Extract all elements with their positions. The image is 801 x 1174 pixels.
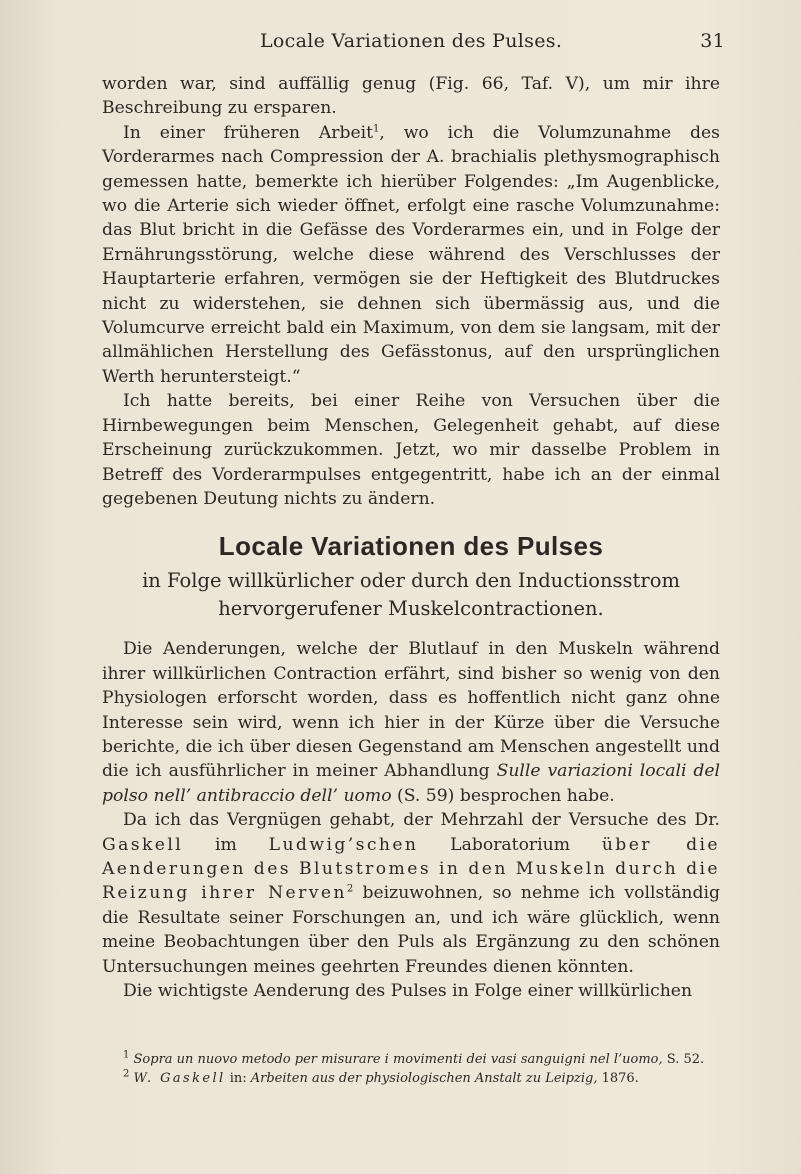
text-run: (S. 59) besprochen habe. [391,785,615,806]
spaced-name: Ludwig’schen [268,834,419,855]
footnote-2 [102,1069,720,1088]
running-title: Locale Variationen des Pulses. [260,30,563,52]
section-subtitle: in Folge willkürlicher oder durch den Inductionsstrom hervorgerufener Muskelcontractionen. [142,569,680,621]
page-number: 31 [700,30,725,52]
footnote-ref: 1 [373,123,380,135]
footnote-text: S. 52. [662,1052,705,1067]
page-header [200,30,725,60]
footnotes [102,1050,720,1088]
text-run: im [183,834,269,855]
footnote-text: in: [225,1071,251,1086]
section-title: Locale Variationen des Pulses [218,531,604,562]
paragraph: Ich hatte bereits, bei einer Reihe von Versuchen über die Hirnbewegungen beim Menschen, Gelegenheit gehabt, auf diese Erscheinung zurückzukommen. Jetzt, wo mir dasselbe Problem in Betreff des Vorderarmpulses entgegentritt, habe ich an der einmal gegebenen Deutung nichts zu ändern. [102,391,720,509]
main-text [102,72,720,1003]
footnote-marker: 2 [123,1068,130,1080]
footnote-author: W. Gaskell [133,1071,226,1086]
paragraph [102,808,720,979]
paragraph: worden war, sind auffällig genug (Fig. 66, Taf. V), um mir ihre Beschreibung zu ersparen. [102,74,720,119]
footnote-1 [102,1050,720,1069]
paragraph [102,637,720,808]
section-heading [102,529,720,623]
spaced-name: Gaskell [102,834,184,855]
paragraph [102,121,720,389]
footnote-marker: 1 [123,1049,130,1061]
text-run: Laboratorium [418,834,602,855]
text-run: Da ich das Vergnügen gehabt, der Mehrzahl der Versuche des Dr. [123,810,720,831]
footnote-title: Arbeiten aus der physiologischen Anstalt zu Leipzig, [250,1071,598,1086]
spaced-emphasis: über die Aenderungen des Blutstromes in den Muskeln durch die Reizung ihrer Nerven [102,834,720,904]
footnote-ref: 2 [346,883,354,895]
text-run: , wo ich die Volumzunahme des Vorderarmes nach Compression der A. brachialis plethysmographisch gemessen hatte, bemerkte ich hierüber Folgendes: „Im Augenblicke, wo die Arterie sich wieder öffnet, erfolgt eine rasche Volumzunahme: das Blut bricht in die Gefässe des Vorderarmes ein, und in Folge der Ernährungsstörung, welche diese während des Verschlusses der Hauptarterie erfahren, vermögen sie der Heftigkeit des Blutdruckes nicht zu widerstehen, sie dehnen sich übermässig aus, und die Volumcurve erreicht bald ein Maximum, von dem sie langsam, mit der allmählichen Herstellung des Gefässtonus, auf den ursprünglichen Werth heruntersteigt.“ [102,122,720,387]
text-run: In einer früheren Arbeit [123,122,374,143]
footnote-title: Sopra un nuovo metodo per misurare i movimenti dei vasi sanguigni nel l’uomo, [133,1052,663,1067]
paragraph: Die wichtigste Aenderung des Pulses in Folge einer willkürlichen [123,981,693,1001]
footnote-text: 1876. [597,1071,639,1086]
text-run: Die Aenderungen, welche der Blutlauf in den Muskeln während ihrer willkürlichen Contraction erfährt, sind bisher so wenig von den Physiologen erforscht worden, dass es hoffentlich nicht ganz ohne Interesse sein wird, wenn ich hier in der Kürze über die Versuche berichte, die ich über diesen Gegenstand am Menschen angestellt und die ich ausführlicher in meiner Abhandlung [102,639,720,782]
italic-title: Sulle variazioni locali del polso nell’ antibraccio dell’ uomo [102,761,720,806]
text-run: beizuwohnen, so nehme ich vollständig die Resultate seiner Forschungen an, und ich wäre glücklich, wenn meine Beobachtungen über den Puls als Ergänzung zu den schönen Untersuchungen meines geehrten Freundes dienen könnten. [102,883,720,977]
